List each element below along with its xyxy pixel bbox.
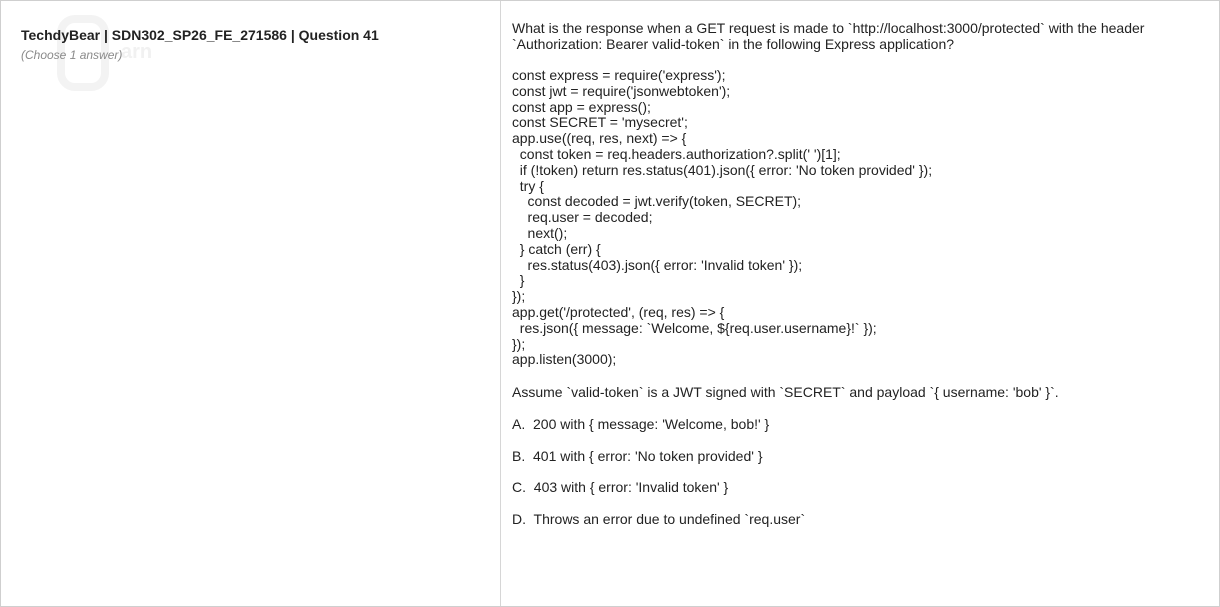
code-line: app.listen(3000); (512, 351, 617, 368)
answer-option-a[interactable] (512, 416, 1202, 432)
answer-option-b[interactable] (512, 448, 1202, 464)
option-letter: D. (512, 510, 526, 527)
question-header-title: TechdyBear | SDN302_SP26_FE_271586 | Question 41 (21, 27, 379, 43)
code-line: res.status(403).json({ error: 'Invalid token' }); (512, 256, 803, 273)
code-line: } catch (err) { (512, 240, 601, 257)
answer-options (512, 416, 1202, 527)
watermark-text: arn (121, 41, 153, 63)
code-line: const token = req.headers.authorization?.split(' ')[1]; (512, 145, 841, 162)
code-line: res.json({ message: `Welcome, ${req.user.username}!` }); (512, 319, 877, 336)
answer-count-hint: (Choose 1 answer) (21, 48, 123, 62)
option-letter: C. (512, 479, 526, 496)
code-line: app.get('/protected', (req, res) => { (512, 303, 725, 320)
code-line: const jwt = require('jsonwebtoken'); (512, 82, 731, 99)
code-line: const app = express(); (512, 98, 651, 115)
option-text: Throws an error due to undefined `req.user` (533, 510, 806, 527)
code-line: if (!token) return res.status(401).json({ error: 'No token provided' }); (512, 161, 933, 178)
question-content-panel (512, 20, 1202, 543)
answer-option-c[interactable] (512, 479, 1202, 495)
option-letter: A. (512, 416, 526, 433)
code-line: app.use((req, res, next) => { (512, 130, 687, 147)
code-line: const SECRET = 'mysecret'; (512, 114, 688, 131)
code-line: }); (512, 335, 526, 352)
code-line: } (512, 272, 525, 289)
code-line: next(); (512, 224, 568, 241)
code-line: req.user = decoded; (512, 209, 653, 226)
code-snippet (512, 68, 1202, 368)
question-text: What is the response when a GET request is made to `http://localhost:3000/protected` with the header `Authorization: Bearer valid-token` in the following Express application? (512, 20, 1145, 52)
code-line: const express = require('express'); (512, 67, 726, 83)
option-text: 401 with { error: 'No token provided' } (533, 447, 763, 464)
code-line: }); (512, 288, 526, 305)
code-line: const decoded = jwt.verify(token, SECRET); (512, 193, 802, 210)
option-letter: B. (512, 447, 526, 464)
question-info-panel (1, 1, 501, 606)
answer-option-d[interactable] (512, 511, 1202, 527)
option-text: 200 with { message: 'Welcome, bob!' } (533, 416, 770, 433)
question-assumption: Assume `valid-token` is a JWT signed with `SECRET` and payload `{ username: 'bob' }`. (512, 384, 1059, 401)
option-text: 403 with { error: 'Invalid token' } (533, 479, 729, 496)
code-line: try { (512, 177, 544, 194)
